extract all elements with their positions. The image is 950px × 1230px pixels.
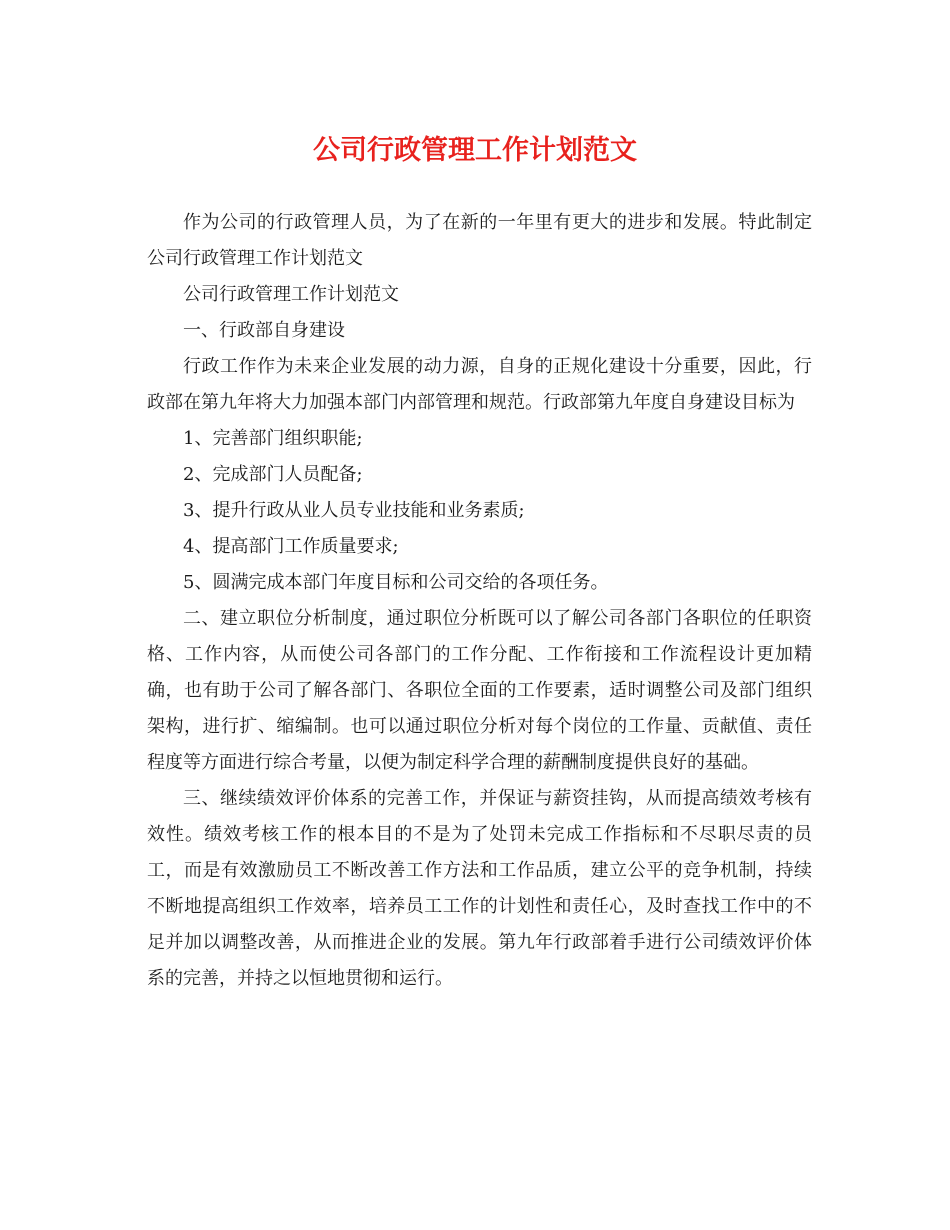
intro-paragraph: 作为公司的行政管理人员，为了在新的一年里有更大的进步和发展。特此制定公司行政管理工作计划范文	[147, 212, 812, 269]
list-item-2: 2、完成部门人员配备;	[183, 464, 363, 485]
document-title: 公司行政管理工作计划范文	[313, 135, 637, 166]
list-item-4: 4、提高部门工作质量要求;	[183, 536, 399, 557]
list-item-1: 1、完善部门组织职能;	[183, 428, 363, 449]
section-3-paragraph: 三、继续绩效评价体系的完善工作，并保证与薪资挂钩，从而提高绩效考核有效性。绩效考核工作的根本目的不是为了处罚未完成工作指标和不尽职尽责的员工，而是有效激励员工不断改善工作方法和工作品质，建立公平的竞争机制，持续不断地提高组织工作效率，培养员工工作的计划性和责任心，及时查找工作中的不足并加以调整改善，从而推进企业的发展。第九年行政部着手进行公司绩效评价体系的完善，并持之以恒地贯彻和运行。	[147, 788, 812, 989]
section-heading-1: 一、行政部自身建设	[183, 320, 345, 341]
list-item-5: 5、圆满完成本部门年度目标和公司交给的各项任务。	[183, 572, 609, 593]
subtitle-paragraph: 公司行政管理工作计划范文	[183, 284, 399, 305]
list-item-3: 3、提升行政从业人员专业技能和业务素质;	[183, 500, 525, 521]
document-body	[147, 205, 812, 997]
section-1-paragraph: 行政工作作为未来企业发展的动力源，自身的正规化建设十分重要，因此，行政部在第九年将大力加强本部门内部管理和规范。行政部第九年度自身建设目标为	[147, 356, 812, 413]
section-2-paragraph: 二、建立职位分析制度，通过职位分析既可以了解公司各部门各职位的任职资格、工作内容，从而使公司各部门的工作分配、工作衔接和工作流程设计更加精确，也有助于公司了解各部门、各职位全面的工作要素，适时调整公司及部门组织架构，进行扩、缩编制。也可以通过职位分析对每个岗位的工作量、贡献值、责任程度等方面进行综合考量，以便为制定科学合理的薪酬制度提供良好的基础。	[147, 608, 812, 773]
